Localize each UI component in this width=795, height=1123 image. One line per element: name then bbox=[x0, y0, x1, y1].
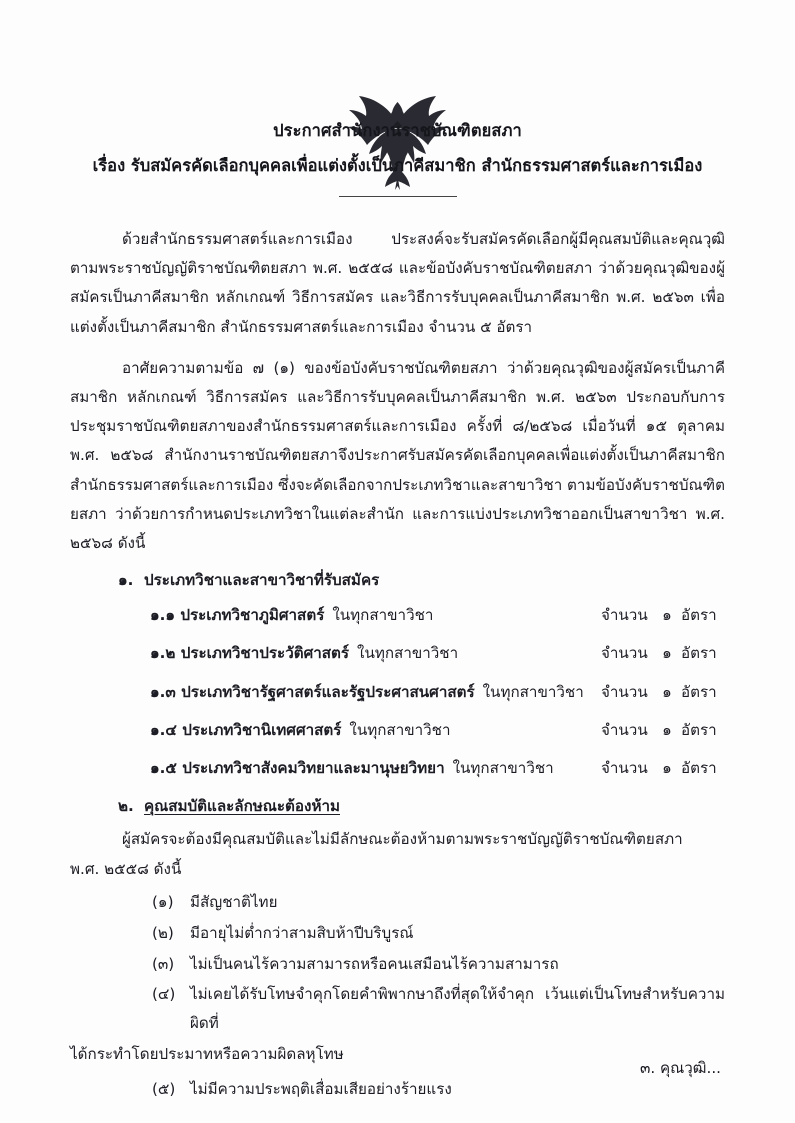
section-1 bbox=[70, 566, 725, 783]
subject-unit: อัตรา bbox=[681, 644, 717, 663]
qualification-number: (๑) bbox=[152, 892, 174, 911]
list-item bbox=[150, 601, 725, 630]
title-divider bbox=[339, 196, 457, 197]
qualification-text: มีสัญชาติไทย bbox=[190, 892, 278, 911]
qualification-text: ไม่มีความประพฤติเสื่อมเสียอย่างร้ายแรง bbox=[190, 1080, 452, 1098]
subject-unit: อัตรา bbox=[681, 606, 717, 625]
subject-unit: อัตรา bbox=[681, 759, 717, 777]
subject-count: ๑ bbox=[662, 720, 672, 739]
list-item bbox=[152, 888, 725, 917]
subject-unit: อัตรา bbox=[681, 720, 717, 739]
section-2-title: คุณสมบัติและลักษณะต้องห้าม bbox=[144, 797, 340, 816]
subject-scope: ในทุกสาขาวิชา bbox=[349, 720, 451, 739]
qualification-number: (๒) bbox=[152, 923, 174, 942]
qualification-text: ไม่เป็นคนไร้ความสามารถหรือคนเสมือนไร้ความสามารถ bbox=[190, 954, 559, 973]
subject-count-label: จำนวน bbox=[601, 720, 648, 739]
qualification-intro-line-1: ผู้สมัครจะต้องมีคุณสมบัติและไม่มีลักษณะต้องห้ามตามพระราชบัญญัติราชบัณฑิตยสภา bbox=[122, 830, 683, 849]
section-2-number: ๒. bbox=[118, 797, 134, 816]
document-body bbox=[0, 225, 795, 1104]
section-1-title: ประเภทวิชาและสาขาวิชาที่รับสมัคร bbox=[144, 571, 380, 590]
subject-scope: ในทุกสาขาวิชา bbox=[357, 644, 459, 663]
list-item bbox=[152, 919, 725, 948]
list-item bbox=[150, 754, 725, 783]
subject-label: ๑.๕ ประเภทวิชาสังคมวิทยาและมานุษยวิทยา bbox=[150, 759, 445, 777]
subject-scope: ในทุกสาขาวิชา bbox=[482, 682, 584, 701]
document-subject: เรื่อง รับสมัครคัดเลือกบุคคลเพื่อแต่งตั้งเป็นภาคีสมาชิก สำนักธรรมศาสตร์และการเมือง bbox=[92, 156, 703, 175]
subject-count: ๑ bbox=[662, 759, 672, 777]
section-1-heading bbox=[118, 566, 725, 595]
subject-count: ๑ bbox=[662, 682, 672, 701]
subject-count: ๑ bbox=[662, 606, 672, 625]
subject-list bbox=[70, 601, 725, 783]
section-2 bbox=[70, 792, 725, 1104]
document-title: ประกาศสำนักงานราชบัณฑิตยสภา bbox=[273, 121, 522, 140]
qualification-intro-line-2: พ.ศ. ๒๕๕๘ ดังนี้ bbox=[70, 859, 182, 878]
subject-scope: ในทุกสาขาวิชา bbox=[332, 606, 434, 625]
qualification-number: (๔) bbox=[152, 985, 176, 1004]
section-2-heading bbox=[118, 792, 725, 821]
list-item bbox=[152, 980, 725, 1038]
subject-count-label: จำนวน bbox=[601, 606, 648, 625]
subject-count-label: จำนวน bbox=[601, 759, 648, 777]
subject-count: ๑ bbox=[662, 644, 672, 663]
list-item bbox=[150, 639, 725, 668]
subject-label: ๑.๔ ประเภทวิชานิเทศศาสตร์ bbox=[150, 720, 342, 739]
list-item bbox=[150, 678, 725, 707]
subject-unit: อัตรา bbox=[681, 682, 717, 701]
qualification-list bbox=[70, 888, 725, 1104]
emblem-container bbox=[0, 0, 795, 105]
qualification-text: ไม่เคยได้รับโทษจำคุกโดยคำพิพากษาถึงที่สุดให้จำคุก เว้นแต่เป็นโทษสำหรับความผิดที่ bbox=[190, 985, 725, 1033]
paragraph-1: ด้วยสำนักธรรมศาสตร์และการเมือง ประสงค์จะรับสมัครคัดเลือกผู้มีคุณสมบัติและคุณวุฒิตามพระราชบัญญัติราชบัณฑิตยสภา พ.ศ. ๒๕๕๘ และข้อบังคับราชบัณฑิตยสภา ว่าด้วยคุณวุฒิของผู้สมัครเป็นภาคีสมาชิก หลักเกณฑ์ วิธีการสมัคร และวิธีการรับบุคคลเป็นภาคีสมาชิก พ.ศ. ๒๕๖๓ เพื่อแต่งตั้งเป็นภาคีสมาชิก สำนักธรรมศาสตร์และการเมือง จำนวน ๕ อัตรา bbox=[70, 230, 725, 336]
qualification-number: (๓) bbox=[152, 954, 175, 973]
subject-label: ๑.๑ ประเภทวิชาภูมิศาสตร์ bbox=[150, 606, 325, 625]
qualification-text: มีอายุไม่ต่ำกว่าสามสิบห้าปีบริบูรณ์ bbox=[190, 923, 414, 942]
qualification-number: (๕) bbox=[152, 1080, 176, 1098]
section-1-number: ๑. bbox=[118, 571, 134, 590]
subject-count-label: จำนวน bbox=[601, 682, 648, 701]
subject-scope: ในทุกสาขาวิชา bbox=[452, 759, 554, 777]
footer-continuation-note: ๓. คุณวุฒิ... bbox=[639, 1059, 721, 1077]
subject-label: ๑.๓ ประเภทวิชารัฐศาสตร์และรัฐประศาสนศาสตร์ bbox=[150, 682, 475, 701]
subject-count-label: จำนวน bbox=[601, 644, 648, 663]
paragraph-2: อาศัยความตามข้อ ๗ (๑) ของข้อบังคับราชบัณฑิตยสภา ว่าด้วยคุณวุฒิของผู้สมัครเป็นภาคีสมาชิก หลักเกณฑ์ วิธีการสมัคร และวิธีการรับบุคคลเป็นภาคีสมาชิก พ.ศ. ๒๕๖๓ ประกอบกับการประชุมราชบัณฑิตยสภาของสำนักธรรมศาสตร์และการเมือง ครั้งที่ ๘/๒๕๖๘ เมื่อวันที่ ๑๕ ตุลาคม พ.ศ. ๒๕๖๘ สำนักงานราชบัณฑิตยสภาจึงประกาศรับสมัครคัดเลือกบุคคลเพื่อแต่งตั้งเป็นภาคีสมาชิก สำนักธรรมศาสตร์และการเมือง ซึ่งจะคัดเลือกจากประเภทวิชาและสาขาวิชา ตามข้อบังคับราชบัณฑิตยสภา ว่าด้วยการกำหนดประเภทวิชาในแต่ละสำนัก และการแบ่งประเภทวิชาออกเป็นสาขาวิชา พ.ศ. ๒๕๖๘ ดังนี้ bbox=[70, 358, 726, 552]
subject-label: ๑.๒ ประเภทวิชาประวัติศาสตร์ bbox=[150, 644, 350, 663]
list-item bbox=[150, 716, 725, 745]
list-item bbox=[152, 950, 725, 979]
qualification-item-4-continuation: ได้กระทำโดยประมาทหรือความผิดลหุโทษ bbox=[70, 1045, 344, 1064]
